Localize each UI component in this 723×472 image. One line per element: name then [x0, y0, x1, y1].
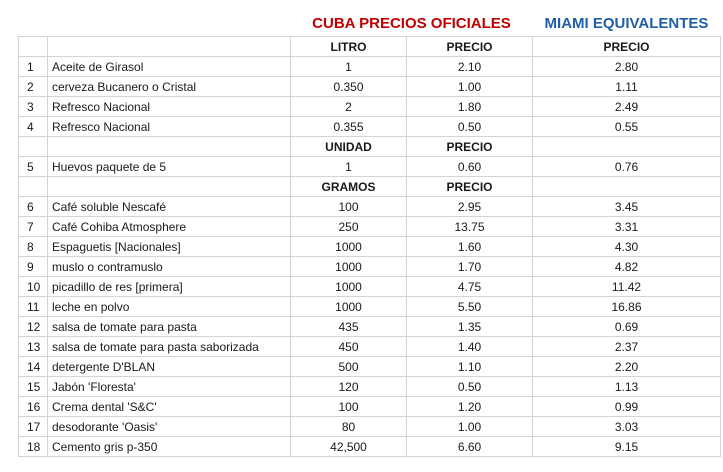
row-number: 18 [19, 437, 48, 457]
cuba-price: 0.50 [407, 377, 533, 397]
item-quantity: 1 [291, 157, 407, 177]
cuba-price: 1.35 [407, 317, 533, 337]
item-quantity: 100 [291, 397, 407, 417]
table-row [19, 257, 721, 277]
item-quantity: 2 [291, 97, 407, 117]
item-quantity: 435 [291, 317, 407, 337]
section-header-row [19, 137, 721, 157]
row-number: 16 [19, 397, 48, 417]
price-header: PRECIO [407, 37, 533, 57]
blank-cell [19, 137, 48, 157]
cuba-price: 1.60 [407, 237, 533, 257]
miami-price: 4.82 [533, 257, 721, 277]
item-name: Refresco Nacional [48, 97, 291, 117]
item-quantity: 250 [291, 217, 407, 237]
row-number: 12 [19, 317, 48, 337]
price-header: PRECIO [407, 137, 533, 157]
cuba-price: 1.10 [407, 357, 533, 377]
row-number: 13 [19, 337, 48, 357]
item-name: Cemento gris p-350 [48, 437, 291, 457]
cuba-price: 1.70 [407, 257, 533, 277]
cuba-price: 6.60 [407, 437, 533, 457]
miami-price: 2.49 [533, 97, 721, 117]
miami-price: 1.13 [533, 377, 721, 397]
item-name: Café soluble Nescafé [48, 197, 291, 217]
unit-header: UNIDAD [291, 137, 407, 157]
section-header-row [19, 37, 721, 57]
item-name: Espaguetis [Nacionales] [48, 237, 291, 257]
item-quantity: 450 [291, 337, 407, 357]
item-name: Aceite de Girasol [48, 57, 291, 77]
blank-cell [48, 137, 291, 157]
table-row [19, 437, 721, 457]
cuba-price: 13.75 [407, 217, 533, 237]
item-name: salsa de tomate para pasta saborizada [48, 337, 291, 357]
blank-cell [19, 37, 48, 57]
item-quantity: 0.350 [291, 77, 407, 97]
item-name: Crema dental 'S&C' [48, 397, 291, 417]
item-quantity: 1000 [291, 257, 407, 277]
miami-price: 4.30 [533, 237, 721, 257]
table-row [19, 217, 721, 237]
row-number: 11 [19, 297, 48, 317]
miami-price-header [533, 177, 721, 197]
price-header: PRECIO [407, 177, 533, 197]
miami-price: 2.20 [533, 357, 721, 377]
row-number: 3 [19, 97, 48, 117]
item-quantity: 120 [291, 377, 407, 397]
cuba-title: CUBA PRECIOS OFICIALES [312, 14, 511, 32]
cuba-price: 4.75 [407, 277, 533, 297]
cuba-price: 5.50 [407, 297, 533, 317]
item-name: detergente D'BLAN [48, 357, 291, 377]
row-number: 17 [19, 417, 48, 437]
blank-cell [19, 177, 48, 197]
table-row [19, 117, 721, 137]
miami-price: 0.69 [533, 317, 721, 337]
row-number: 2 [19, 77, 48, 97]
cuba-price: 0.60 [407, 157, 533, 177]
table-row [19, 377, 721, 397]
cuba-price: 1.00 [407, 417, 533, 437]
item-quantity: 1000 [291, 297, 407, 317]
row-number: 4 [19, 117, 48, 137]
row-number: 14 [19, 357, 48, 377]
item-name: Café Cohiba Atmosphere [48, 217, 291, 237]
item-quantity: 80 [291, 417, 407, 437]
item-quantity: 1000 [291, 237, 407, 257]
row-number: 5 [19, 157, 48, 177]
miami-price: 16.86 [533, 297, 721, 317]
miami-price-header: PRECIO [533, 37, 721, 57]
cuba-price: 2.10 [407, 57, 533, 77]
row-number: 6 [19, 197, 48, 217]
cuba-price: 1.00 [407, 77, 533, 97]
item-name: Jabón 'Floresta' [48, 377, 291, 397]
item-name: picadillo de res [primera] [48, 277, 291, 297]
table-row [19, 297, 721, 317]
cuba-price: 1.80 [407, 97, 533, 117]
miami-price: 0.99 [533, 397, 721, 417]
miami-price: 3.45 [533, 197, 721, 217]
miami-price: 0.55 [533, 117, 721, 137]
miami-price: 2.80 [533, 57, 721, 77]
table-row [19, 277, 721, 297]
miami-price: 1.11 [533, 77, 721, 97]
unit-header: GRAMOS [291, 177, 407, 197]
cuba-price: 1.40 [407, 337, 533, 357]
table-row [19, 357, 721, 377]
item-quantity: 100 [291, 197, 407, 217]
table-row [19, 77, 721, 97]
blank-cell [48, 37, 291, 57]
item-name: desodorante 'Oasis' [48, 417, 291, 437]
miami-price: 11.42 [533, 277, 721, 297]
section-header-row [19, 177, 721, 197]
table-row [19, 197, 721, 217]
table-row [19, 417, 721, 437]
miami-title: MIAMI EQUIVALENTES [544, 14, 709, 32]
item-quantity: 500 [291, 357, 407, 377]
miami-price: 9.15 [533, 437, 721, 457]
row-number: 8 [19, 237, 48, 257]
row-number: 7 [19, 217, 48, 237]
item-quantity: 0.355 [291, 117, 407, 137]
item-name: Huevos paquete de 5 [48, 157, 291, 177]
item-name: leche en polvo [48, 297, 291, 317]
table-body [19, 10, 721, 457]
miami-price: 3.03 [533, 417, 721, 437]
miami-price: 2.37 [533, 337, 721, 357]
unit-header: LITRO [291, 37, 407, 57]
cuba-price: 1.20 [407, 397, 533, 417]
blank-cell [48, 10, 291, 37]
title-row [19, 10, 721, 37]
table-row [19, 157, 721, 177]
table-row [19, 397, 721, 417]
item-quantity: 1 [291, 57, 407, 77]
miami-price: 3.31 [533, 217, 721, 237]
table-row [19, 237, 721, 257]
item-name: cerveza Bucanero o Cristal [48, 77, 291, 97]
item-name: muslo o contramuslo [48, 257, 291, 277]
table-row [19, 317, 721, 337]
item-quantity: 42,500 [291, 437, 407, 457]
cuba-price: 2.95 [407, 197, 533, 217]
item-name: salsa de tomate para pasta [48, 317, 291, 337]
table-row [19, 57, 721, 77]
row-number: 15 [19, 377, 48, 397]
price-comparison-table [18, 10, 721, 457]
miami-price: 0.76 [533, 157, 721, 177]
blank-cell [19, 10, 48, 37]
row-number: 1 [19, 57, 48, 77]
item-name: Refresco Nacional [48, 117, 291, 137]
table-row [19, 97, 721, 117]
miami-price-header [533, 137, 721, 157]
blank-cell [48, 177, 291, 197]
item-quantity: 1000 [291, 277, 407, 297]
table-row [19, 337, 721, 357]
row-number: 9 [19, 257, 48, 277]
cuba-price: 0.50 [407, 117, 533, 137]
row-number: 10 [19, 277, 48, 297]
